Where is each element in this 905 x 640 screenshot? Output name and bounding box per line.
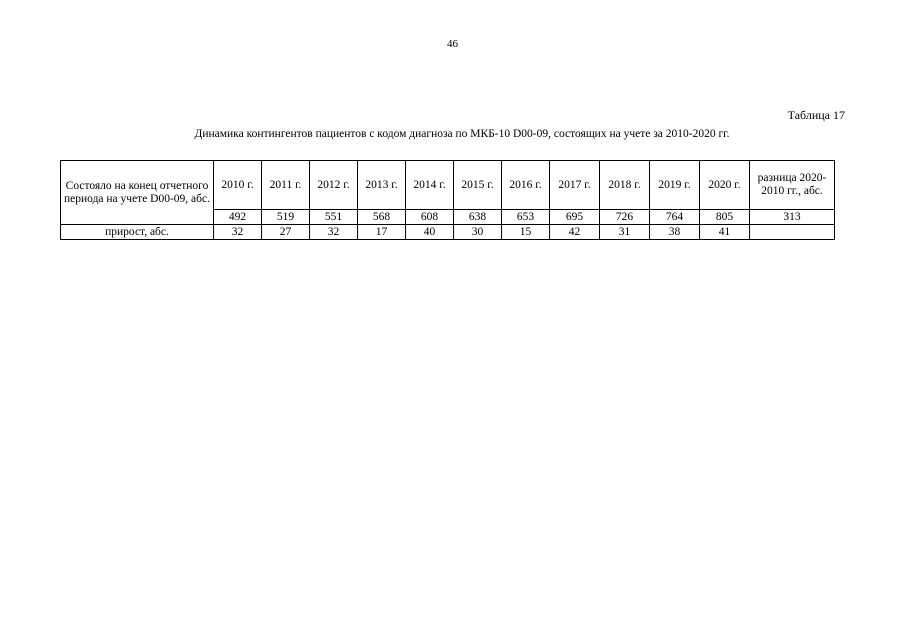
growth-cell: 40 <box>406 225 454 240</box>
contingent-table <box>60 160 835 240</box>
value-cell: 608 <box>406 210 454 225</box>
growth-cell-empty <box>750 225 835 240</box>
header-cell: 2010 г. <box>214 161 262 210</box>
value-cell: 551 <box>310 210 358 225</box>
growth-cell: 41 <box>700 225 750 240</box>
value-cell: 653 <box>502 210 550 225</box>
header-cell: 2014 г. <box>406 161 454 210</box>
header-cell-difference: разница 2020-2010 гг., абс. <box>750 161 835 210</box>
value-cell: 764 <box>650 210 700 225</box>
header-cell: 2015 г. <box>454 161 502 210</box>
row-label-growth: прирост, абс. <box>61 225 214 240</box>
header-cell: 2017 г. <box>550 161 600 210</box>
growth-cell: 15 <box>502 225 550 240</box>
table-caption: Динамика контингентов пациентов с кодом диагноза по МКБ-10 D00-09, состоящих на учете за 2010-2020 гг. <box>194 128 730 140</box>
growth-cell: 27 <box>262 225 310 240</box>
value-cell-difference: 313 <box>750 210 835 225</box>
growth-cell: 31 <box>600 225 650 240</box>
header-cell: 2012 г. <box>310 161 358 210</box>
growth-cell: 32 <box>214 225 262 240</box>
value-cell: 695 <box>550 210 600 225</box>
growth-cell: 32 <box>310 225 358 240</box>
header-cell: 2020 г. <box>700 161 750 210</box>
header-cell: 2011 г. <box>262 161 310 210</box>
header-cell: 2016 г. <box>502 161 550 210</box>
header-cell: 2019 г. <box>650 161 700 210</box>
value-cell: 805 <box>700 210 750 225</box>
row-label-contingent: Состояло на конец отчетного периода на учете D00-09, абс. <box>61 161 214 225</box>
growth-cell: 17 <box>358 225 406 240</box>
value-cell: 519 <box>262 210 310 225</box>
value-cell: 568 <box>358 210 406 225</box>
value-cell: 492 <box>214 210 262 225</box>
value-cell: 638 <box>454 210 502 225</box>
growth-cell: 42 <box>550 225 600 240</box>
header-cell: 2018 г. <box>600 161 650 210</box>
header-cell: 2013 г. <box>358 161 406 210</box>
table-label: Таблица 17 <box>787 108 845 122</box>
growth-cell: 38 <box>650 225 700 240</box>
table-row <box>61 225 835 240</box>
value-cell: 726 <box>600 210 650 225</box>
growth-cell: 30 <box>454 225 502 240</box>
table-header-row <box>61 161 835 210</box>
page-number: 46 <box>447 38 458 50</box>
